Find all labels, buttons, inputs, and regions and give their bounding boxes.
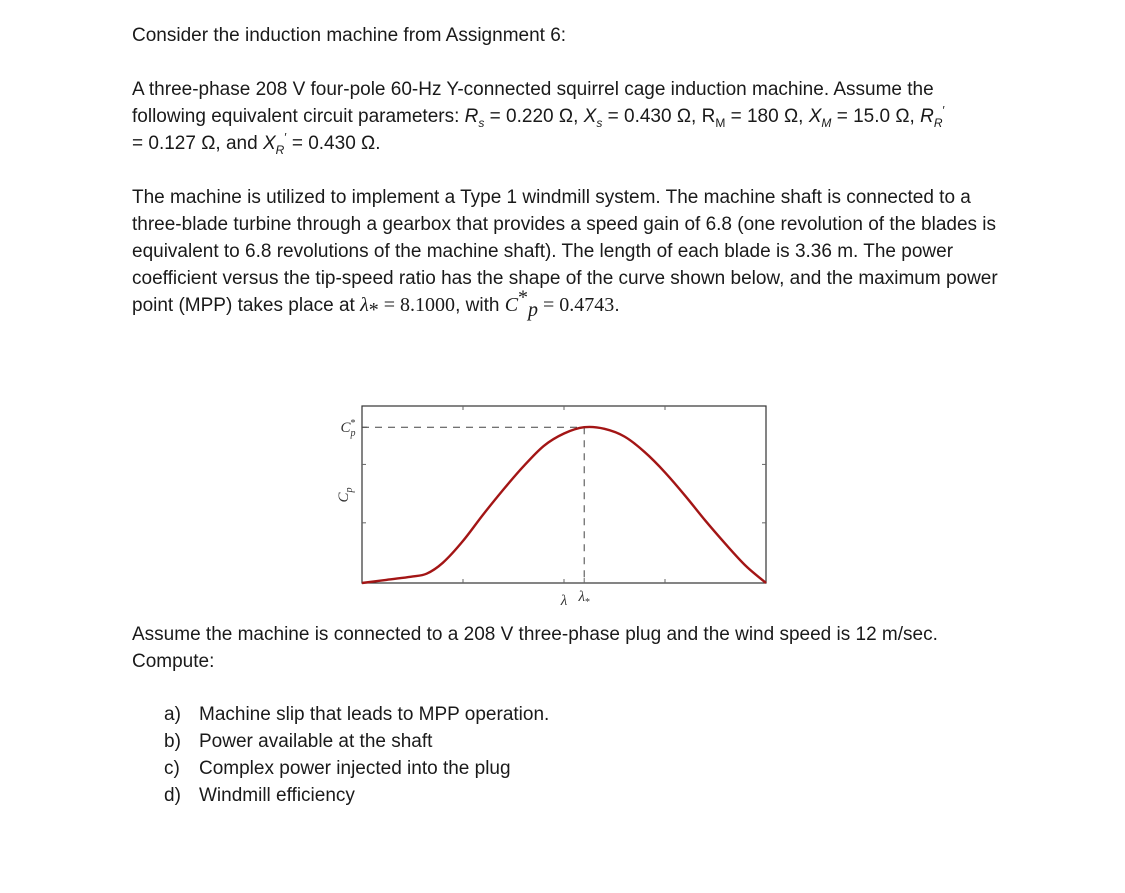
- rs-value: = 0.220 Ω,: [484, 106, 584, 127]
- rs-symbol: R: [464, 106, 479, 127]
- task-text: Power available at the shaft: [199, 731, 433, 752]
- xs-subscript: s: [596, 115, 603, 130]
- rm-value: = 180 Ω,: [725, 106, 809, 127]
- cp-curve-series: [362, 427, 766, 583]
- xm-symbol: X: [808, 106, 822, 127]
- rs-subscript: s: [478, 115, 485, 130]
- task-text: Complex power injected into the plug: [199, 758, 511, 779]
- xm-value: = 15.0 Ω,: [831, 106, 921, 127]
- rm-symbol: R: [701, 106, 716, 127]
- task-marker: d): [164, 785, 181, 806]
- task-item: [164, 782, 549, 809]
- system-description: [132, 184, 1002, 319]
- rr-prime: ′: [942, 103, 945, 118]
- lambda-symbol: λ: [360, 294, 369, 316]
- xr-subscript: R: [275, 142, 285, 157]
- task-text: Machine slip that leads to MPP operation.: [199, 704, 550, 725]
- cp-value: = 0.4743: [538, 294, 615, 316]
- x-tick-label-lambda-star: $\lambda_*$: [578, 589, 590, 608]
- rr-symbol: R: [920, 106, 934, 127]
- cp-superscript: *: [518, 286, 529, 309]
- xs-symbol: X: [583, 106, 597, 127]
- cp-symbol: C: [504, 294, 519, 316]
- task-item: [164, 728, 549, 755]
- intro-paragraph: Consider the induction machine from Assignment 6:: [132, 25, 567, 46]
- tasks-intro: Assume the machine is connected to a 208 V three-phase plug and the wind speed is 12 m/sec. Compute:: [132, 624, 938, 672]
- machine-lead: A three-phase 208 V four-pole 60-Hz Y-connected squirrel cage induction machine. Assume the following equivalent circuit parameters:: [132, 79, 934, 127]
- machine-description: [132, 76, 1002, 157]
- rr-subscript: R: [933, 115, 943, 130]
- chart-svg: [326, 395, 776, 610]
- x-axis-label: λ: [560, 593, 568, 609]
- task-item: [164, 755, 549, 782]
- task-marker: b): [164, 731, 181, 752]
- rr-value: = 0.127 Ω, and: [132, 133, 263, 154]
- lambda-subscript: *: [368, 298, 379, 321]
- xr-value: = 0.430 Ω.: [286, 133, 381, 154]
- cp-subscript: p: [528, 298, 539, 321]
- xr-prime: ′: [284, 130, 287, 145]
- task-text: Windmill efficiency: [199, 785, 355, 806]
- task-list: [164, 701, 549, 809]
- task-marker: a): [164, 704, 181, 725]
- rm-subscript: M: [715, 115, 726, 130]
- system-text: The machine is utilized to implement a Type 1 windmill system. The machine shaft is connected to a three-blade turbine through a gearbox that provides a speed gain of 6.8 (one revolution of the blades is equivalent to 6.8 revolutions of the machine shaft). The length of each blade is 3.36 m. The power coefficient versus the tip-speed ratio has the shape of the curve shown below, and the maximum power point (MPP) takes place at: [132, 187, 998, 316]
- system-mid: , with: [455, 295, 505, 316]
- xr-symbol: X: [262, 133, 276, 154]
- lambda-value: = 8.1000: [378, 294, 456, 316]
- y-axis-label: $C_p$: [336, 487, 355, 503]
- task-item: [164, 701, 549, 728]
- xm-subscript: M: [821, 115, 832, 130]
- task-marker: c): [164, 758, 180, 779]
- power-coefficient-chart: [326, 395, 776, 610]
- system-end: .: [614, 295, 620, 316]
- y-tick-label-cp-star: C* p: [340, 418, 356, 440]
- xs-value: = 0.430 Ω,: [602, 106, 702, 127]
